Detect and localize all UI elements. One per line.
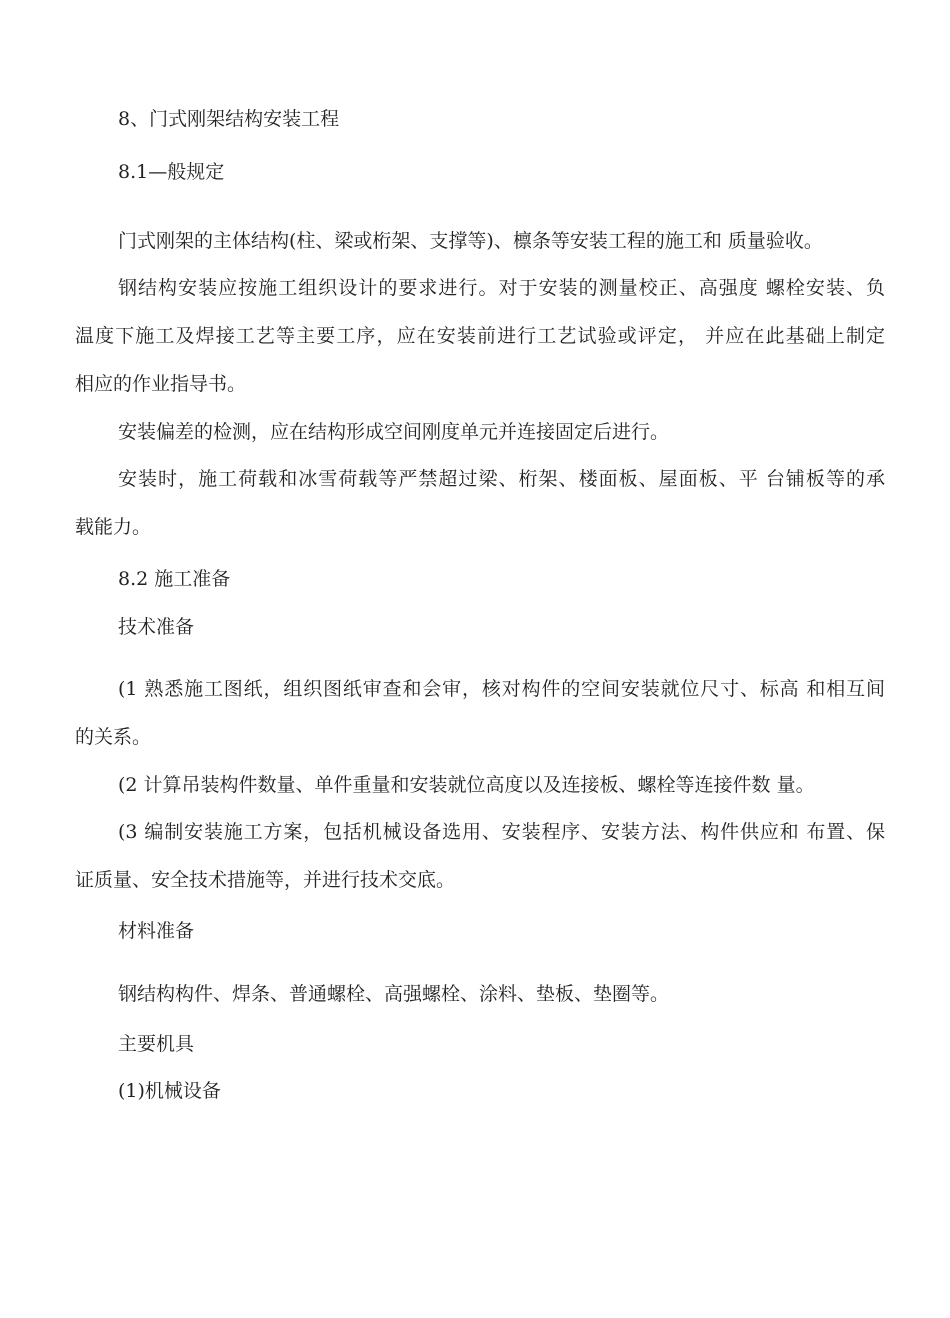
paragraph-scope: 门式刚架的主体结构(柱、梁或桁架、支撑等)、檩条等安装工程的施工和 质量验收。 [118, 230, 823, 252]
item-1-line-1: (1 熟悉施工图纸，组织图纸审查和会审，核对构件的空间安装就位尺寸、标高 和相互间 [118, 678, 885, 700]
subsection-heading-8-1: 8.1—般规定 [118, 161, 225, 183]
paragraph-load-line-1: 安装时，施工荷载和冰雪荷载等严禁超过梁、桁架、楼面板、屋面板、平 台铺板等的承 [118, 468, 885, 490]
item-machinery: (1)机械设备 [118, 1080, 221, 1102]
paragraph-materials: 钢结构构件、焊条、普通螺栓、高强螺栓、涂料、垫板、垫圈等。 [118, 983, 670, 1005]
section-heading-8: 8、门式刚架结构安装工程 [118, 108, 340, 130]
item-3-line-1: (3 编制安装施工方案，包括机械设备选用、安装程序、安装方法、构件供应和 布置、保 [118, 821, 885, 843]
heading-material-preparation: 材料准备 [118, 920, 195, 942]
paragraph-load-line-2: 载能力。 [75, 516, 152, 538]
heading-technical-preparation: 技术准备 [118, 616, 195, 638]
item-3-line-2: 证质量、安全技术措施等，并进行技术交底。 [75, 869, 456, 891]
paragraph-installation-line-2: 温度下施工及焊接工艺等主要工序，应在安装前进行工艺试验或评定， 并应在此基础上制定 [75, 325, 885, 347]
paragraph-installation-line-3: 相应的作业指导书。 [75, 373, 247, 395]
item-1-line-2: 的关系。 [75, 726, 152, 748]
subsection-heading-8-2: 8.2 施工准备 [118, 568, 231, 590]
paragraph-installation-line-1: 钢结构安装应按施工组织设计的要求进行。对于安装的测量校正、高强度 螺栓安装、负 [118, 277, 885, 299]
heading-main-tools: 主要机具 [118, 1033, 195, 1055]
item-2: (2 计算吊装构件数量、单件重量和安装就位高度以及连接板、螺栓等连接件数 量。 [118, 774, 815, 796]
paragraph-deviation: 安装偏差的检测，应在结构形成空间刚度单元并连接固定后进行。 [118, 421, 670, 443]
